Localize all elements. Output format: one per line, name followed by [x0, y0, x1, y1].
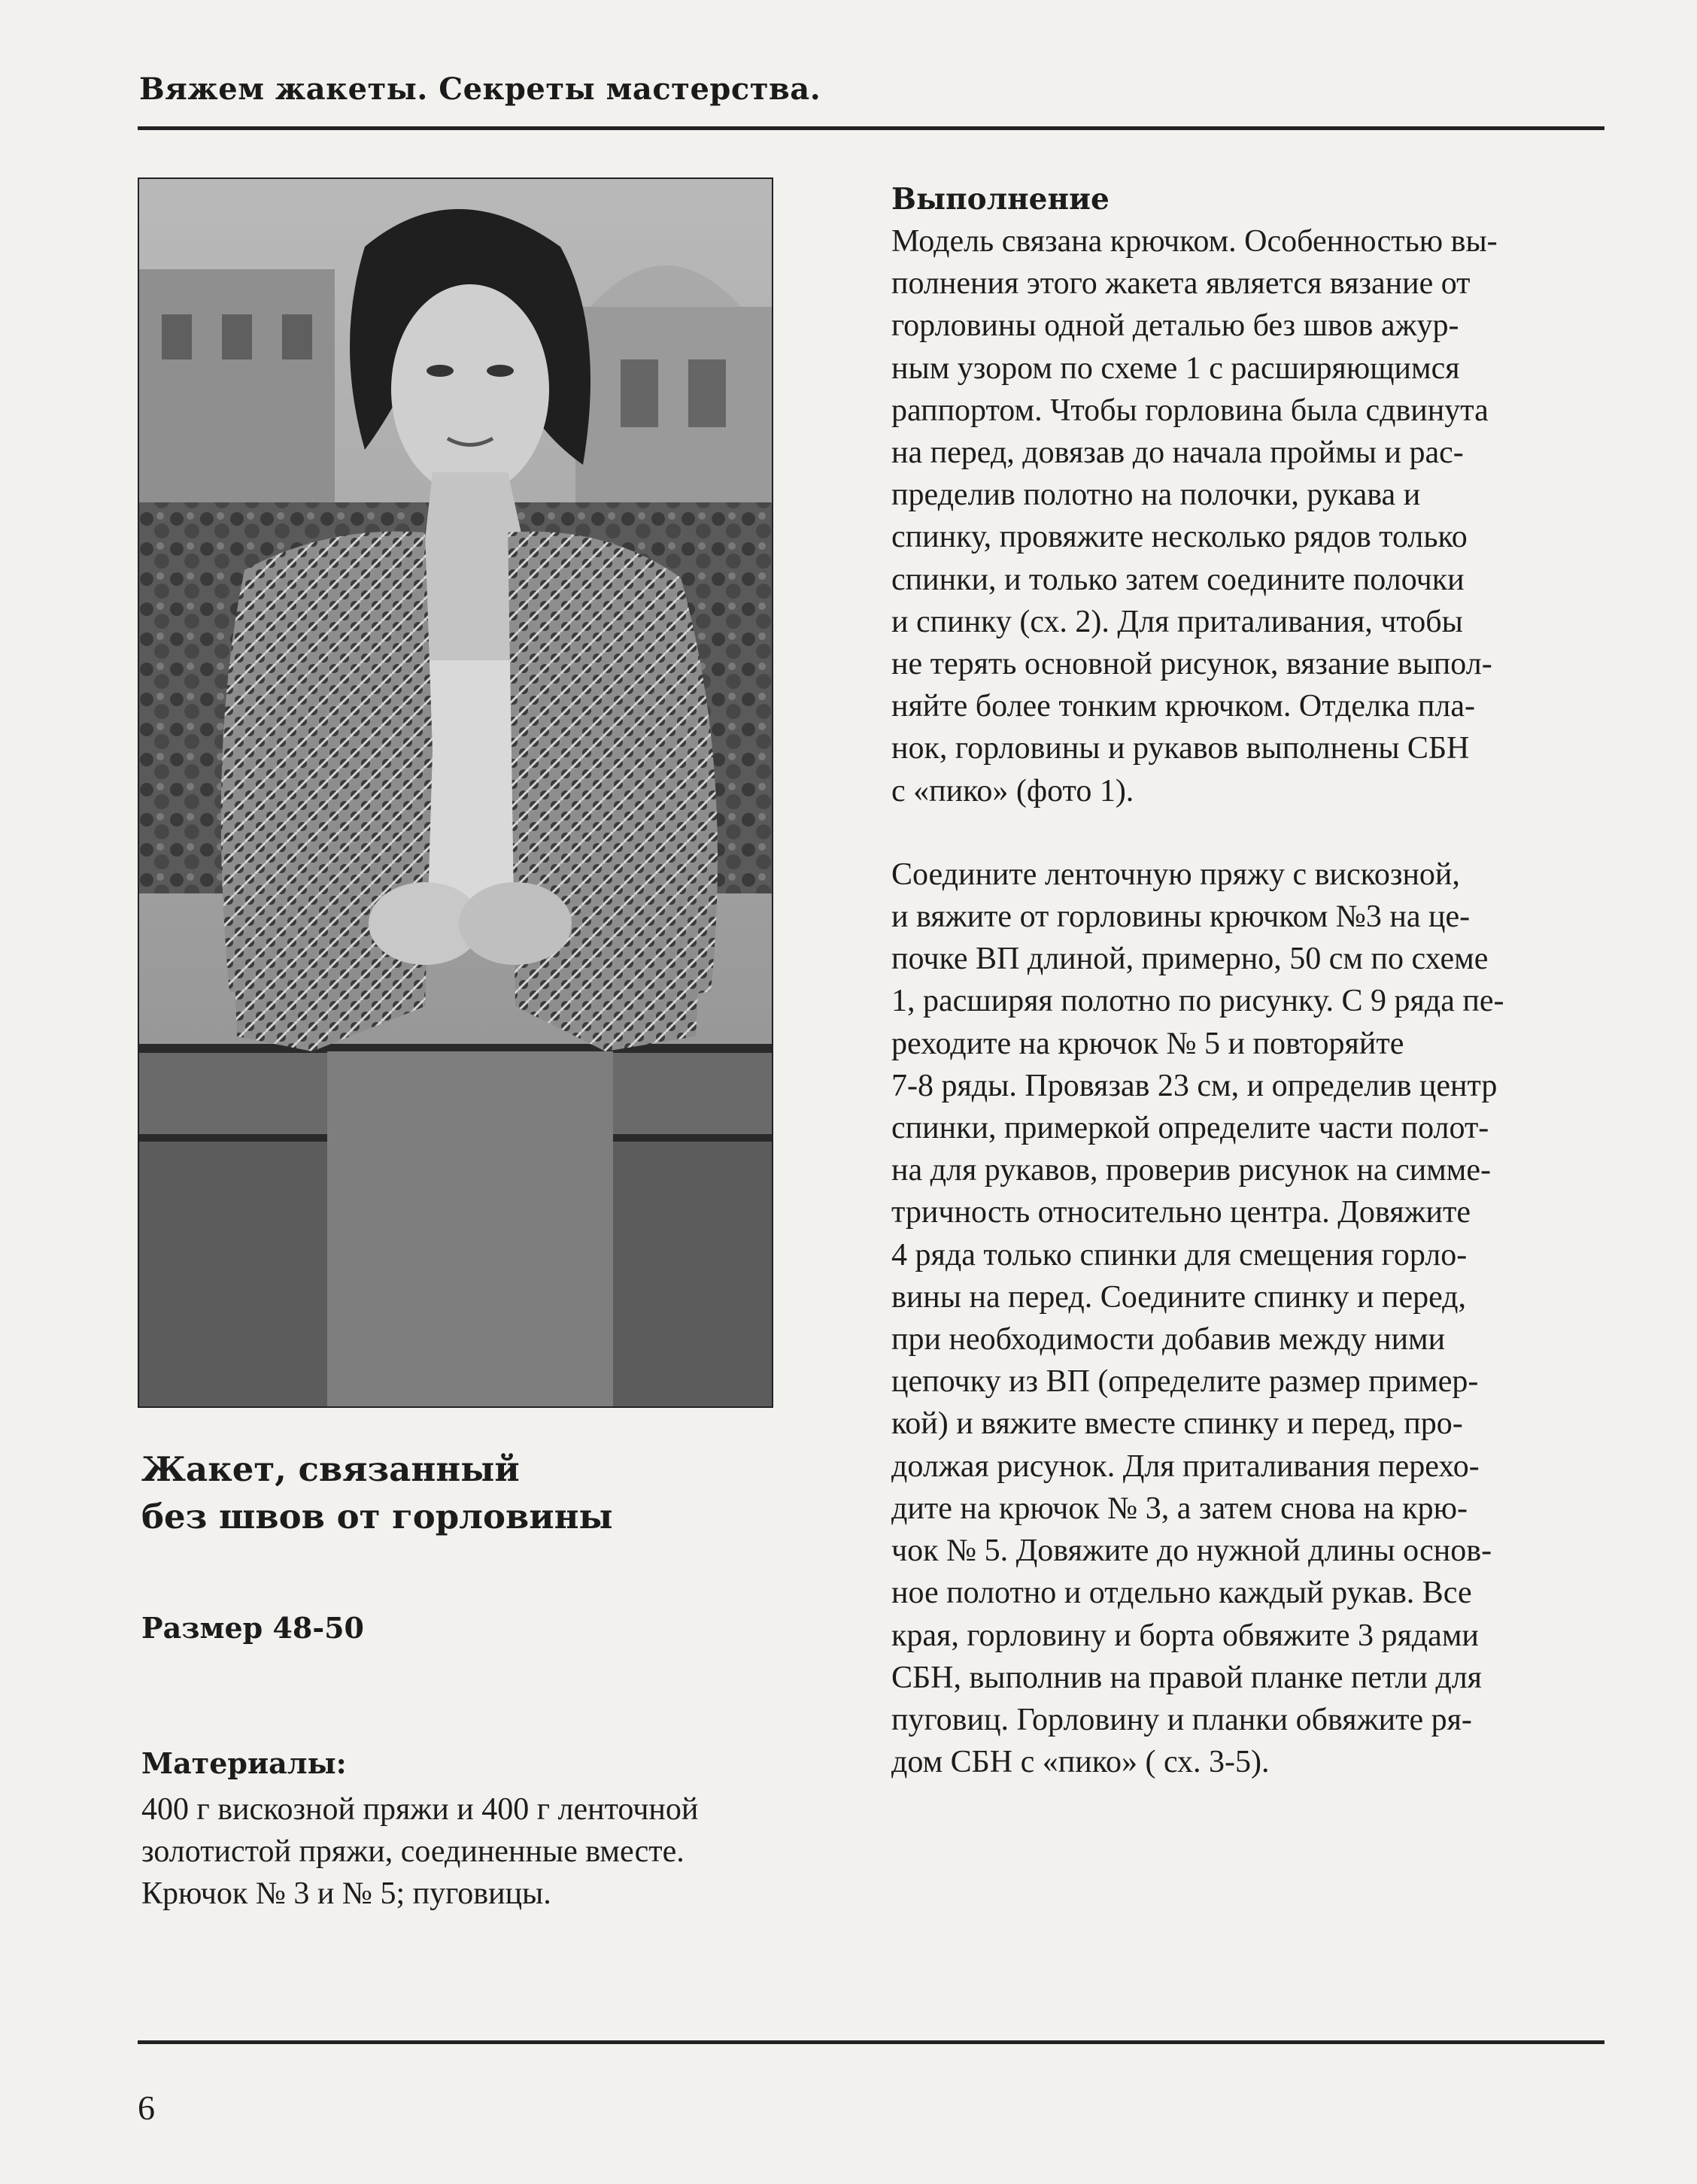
text-line: на для рукавов, проверив рисунок на симме-: [891, 1153, 1491, 1188]
text-line: 4 ряда только спинки для смещения горло-: [891, 1237, 1468, 1272]
text-line: с «пико» (фото 1).: [891, 773, 1134, 808]
text-line: 7-8 ряды. Провязав 23 см, и определив центр: [891, 1068, 1498, 1103]
execution-heading: Выполнение: [891, 182, 1110, 217]
materials-text: [141, 1788, 818, 1915]
text-line: СБН, выполнив на правой планке петли для: [891, 1660, 1482, 1695]
header-rule: [138, 126, 1604, 130]
text-line: края, горловину и борта обвяжите 3 рядами: [891, 1618, 1479, 1653]
text-line: на перед, довязав до начала проймы и рас-: [891, 435, 1464, 471]
text-line: няйте более тонким крючком. Отделка пла-: [891, 689, 1475, 724]
text-line: спинки, примеркой определите части полот-: [891, 1111, 1489, 1146]
text-line: пуговиц. Горловину и планки обвяжите ря-: [891, 1702, 1472, 1737]
text-line: при необходимости добавив между ними: [891, 1322, 1446, 1357]
text-line: раппортом. Чтобы горловина была сдвинута: [891, 393, 1489, 428]
pattern-title: [141, 1445, 613, 1540]
text-line: чок № 5. Довяжите до нужной длины основ-: [891, 1533, 1492, 1569]
execution-paragraph-1: [891, 220, 1583, 812]
materials-heading: Материалы:: [141, 1746, 347, 1780]
text-line: и вяжите от горловины крючком №3 на це-: [891, 899, 1471, 935]
text-line: 1, расширяя полотно по рисунку. С 9 ряда пе-: [891, 984, 1504, 1019]
text-line: ным узором по схеме 1 с расширяющимся: [891, 350, 1460, 386]
execution-column: [891, 178, 1583, 1783]
text-line: нок, горловины и рукавов выполнены СБН: [891, 731, 1470, 766]
text-line: спинки, и только затем соедините полочки: [891, 562, 1465, 597]
text-line: тричность относительно центра. Довяжите: [891, 1195, 1471, 1230]
text-line: дом СБН с «пико» ( сх. 3-5).: [891, 1745, 1270, 1780]
pattern-title-line: без швов от горловины: [141, 1497, 613, 1536]
model-photo: [138, 177, 773, 1408]
execution-paragraph-2: [891, 854, 1583, 1783]
running-head: Вяжем жакеты. Секреты мастерства.: [139, 71, 821, 107]
text-line: не терять основной рисунок, вязание выпол-: [891, 647, 1492, 682]
text-line: ное полотно и отдельно каждый рукав. Все: [891, 1576, 1472, 1611]
text-line: и спинку (сх. 2). Для приталивания, чтобы: [891, 604, 1463, 639]
footer-rule: [138, 2040, 1604, 2044]
text-line: полнения этого жакета является вязание от: [891, 266, 1471, 302]
text-line: вины на перед. Соедините спинку и перед,: [891, 1279, 1467, 1315]
size-label: Размер 48-50: [141, 1611, 364, 1645]
text-line: почке ВП длиной, примерно, 50 см по схеме: [891, 942, 1489, 977]
text-line: Соедините ленточную пряжу с вискозной,: [891, 857, 1460, 892]
text-line: горловины одной деталью без швов ажур-: [891, 308, 1459, 344]
page-number: 6: [138, 2088, 155, 2127]
text-line: кой) и вяжите вместе спинку и перед, про-: [891, 1406, 1463, 1442]
text-line: дите на крючок № 3, а затем снова на крю-: [891, 1491, 1468, 1526]
text-line: Модель связана крючком. Особенностью вы-: [891, 224, 1498, 259]
materials-line: 400 г вискозной пряжи и 400 г ленточной: [141, 1792, 699, 1827]
text-line: спинку, провяжите несколько рядов только: [891, 520, 1468, 555]
pattern-title-line: Жакет, связанный: [141, 1449, 520, 1489]
materials-line: золотистой пряжи, соединенные вместе.: [141, 1834, 685, 1869]
text-line: должая рисунок. Для приталивания перехо-: [891, 1448, 1480, 1484]
text-line: цепочку из ВП (определите размер пример-: [891, 1364, 1479, 1400]
text-line: реходите на крючок № 5 и повторяйте: [891, 1026, 1404, 1061]
materials-line: Крючок № 3 и № 5; пуговицы.: [141, 1876, 551, 1911]
text-line: пределив полотно на полочки, рукава и: [891, 478, 1421, 513]
